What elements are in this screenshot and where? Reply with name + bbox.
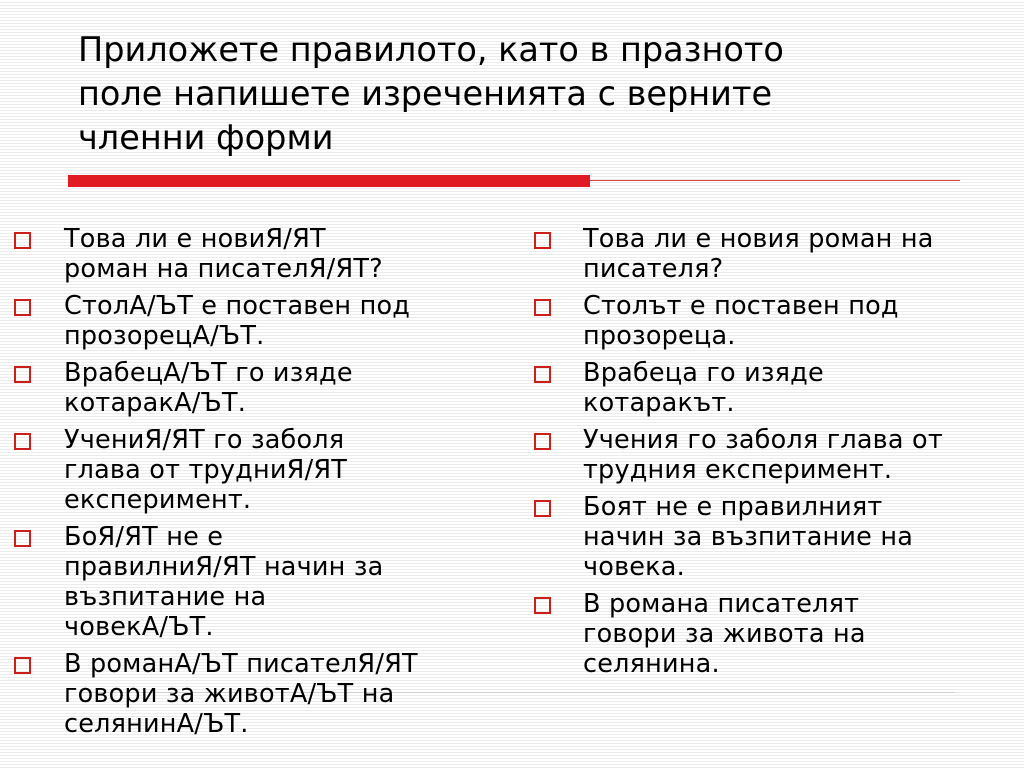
title-divider-line	[590, 180, 960, 181]
exercise-item	[14, 522, 514, 642]
answer-item	[534, 492, 1022, 582]
item-text: говори за животА/ЪТ на	[64, 679, 395, 709]
item-text: БоЯ/ЯТ не е	[64, 522, 224, 552]
item-text: трудния експеримент.	[583, 455, 893, 485]
slide-title-line: поле напишете изреченията с верните	[78, 74, 773, 113]
exercise-item	[14, 291, 514, 351]
exercise-item	[14, 425, 514, 515]
exercise-item	[14, 358, 514, 418]
item-text: глава от трудниЯ/ЯТ	[64, 455, 348, 485]
exercise-item	[14, 224, 514, 284]
item-text: котаракът.	[583, 388, 735, 418]
item-text: Това ли е новия роман на	[583, 224, 934, 254]
square-bullet-icon	[14, 366, 31, 383]
answer-item	[534, 291, 1022, 351]
item-text: прозореца.	[583, 321, 736, 351]
square-bullet-icon	[534, 366, 551, 383]
item-text: човека.	[583, 552, 685, 582]
item-text: прозорецА/ЪТ.	[64, 321, 265, 351]
item-text: СтолА/ЪТ е поставен под	[64, 291, 411, 321]
square-bullet-icon	[14, 530, 31, 547]
square-bullet-icon	[534, 232, 551, 249]
square-bullet-icon	[14, 657, 31, 674]
item-text: ВрабецА/ЪТ го изяде	[64, 358, 353, 388]
slide-title-line: членни форми	[78, 118, 334, 157]
item-text: селянинА/ЪТ.	[64, 709, 249, 739]
item-text: В романа писателят	[583, 589, 860, 619]
item-text: роман на писателЯ/ЯТ?	[64, 254, 383, 284]
item-text: говори за живота на	[583, 619, 866, 649]
answer-item	[534, 224, 1022, 284]
item-text: Боят не е правилният	[583, 492, 883, 522]
answer-list	[534, 224, 1022, 686]
item-text: писателя?	[583, 254, 724, 284]
title-accent-bar	[68, 175, 590, 187]
square-bullet-icon	[534, 597, 551, 614]
item-text: човекА/ЪТ.	[64, 612, 214, 642]
item-text: възпитание на	[64, 582, 267, 612]
item-text: селянина.	[583, 649, 720, 679]
item-text: УчениЯ/ЯТ го заболя	[64, 425, 345, 455]
item-text: Столът е поставен под	[583, 291, 899, 321]
answer-item	[534, 425, 1022, 485]
square-bullet-icon	[14, 299, 31, 316]
square-bullet-icon	[14, 433, 31, 450]
square-bullet-icon	[534, 500, 551, 517]
square-bullet-icon	[14, 232, 31, 249]
item-text: Врабеца го изяде	[583, 358, 824, 388]
slide-title	[78, 28, 958, 160]
square-bullet-icon	[534, 299, 551, 316]
square-bullet-icon	[534, 433, 551, 450]
item-text: В романА/ЪТ писателЯ/ЯТ	[64, 649, 418, 679]
item-text: Това ли е новиЯ/ЯТ	[64, 224, 326, 254]
item-text: начин за възпитание на	[583, 522, 914, 552]
answer-item	[534, 358, 1022, 418]
answer-item	[534, 589, 1022, 679]
item-text: котаракА/ЪТ.	[64, 388, 247, 418]
exercise-list	[14, 224, 514, 746]
item-text: експеримент.	[64, 485, 252, 515]
slide-title-line: Приложете правилото, като в празното	[78, 30, 784, 69]
exercise-item	[14, 649, 514, 739]
item-text: правилниЯ/ЯТ начин за	[64, 552, 384, 582]
item-text: Учения го заболя глава от	[583, 425, 943, 455]
